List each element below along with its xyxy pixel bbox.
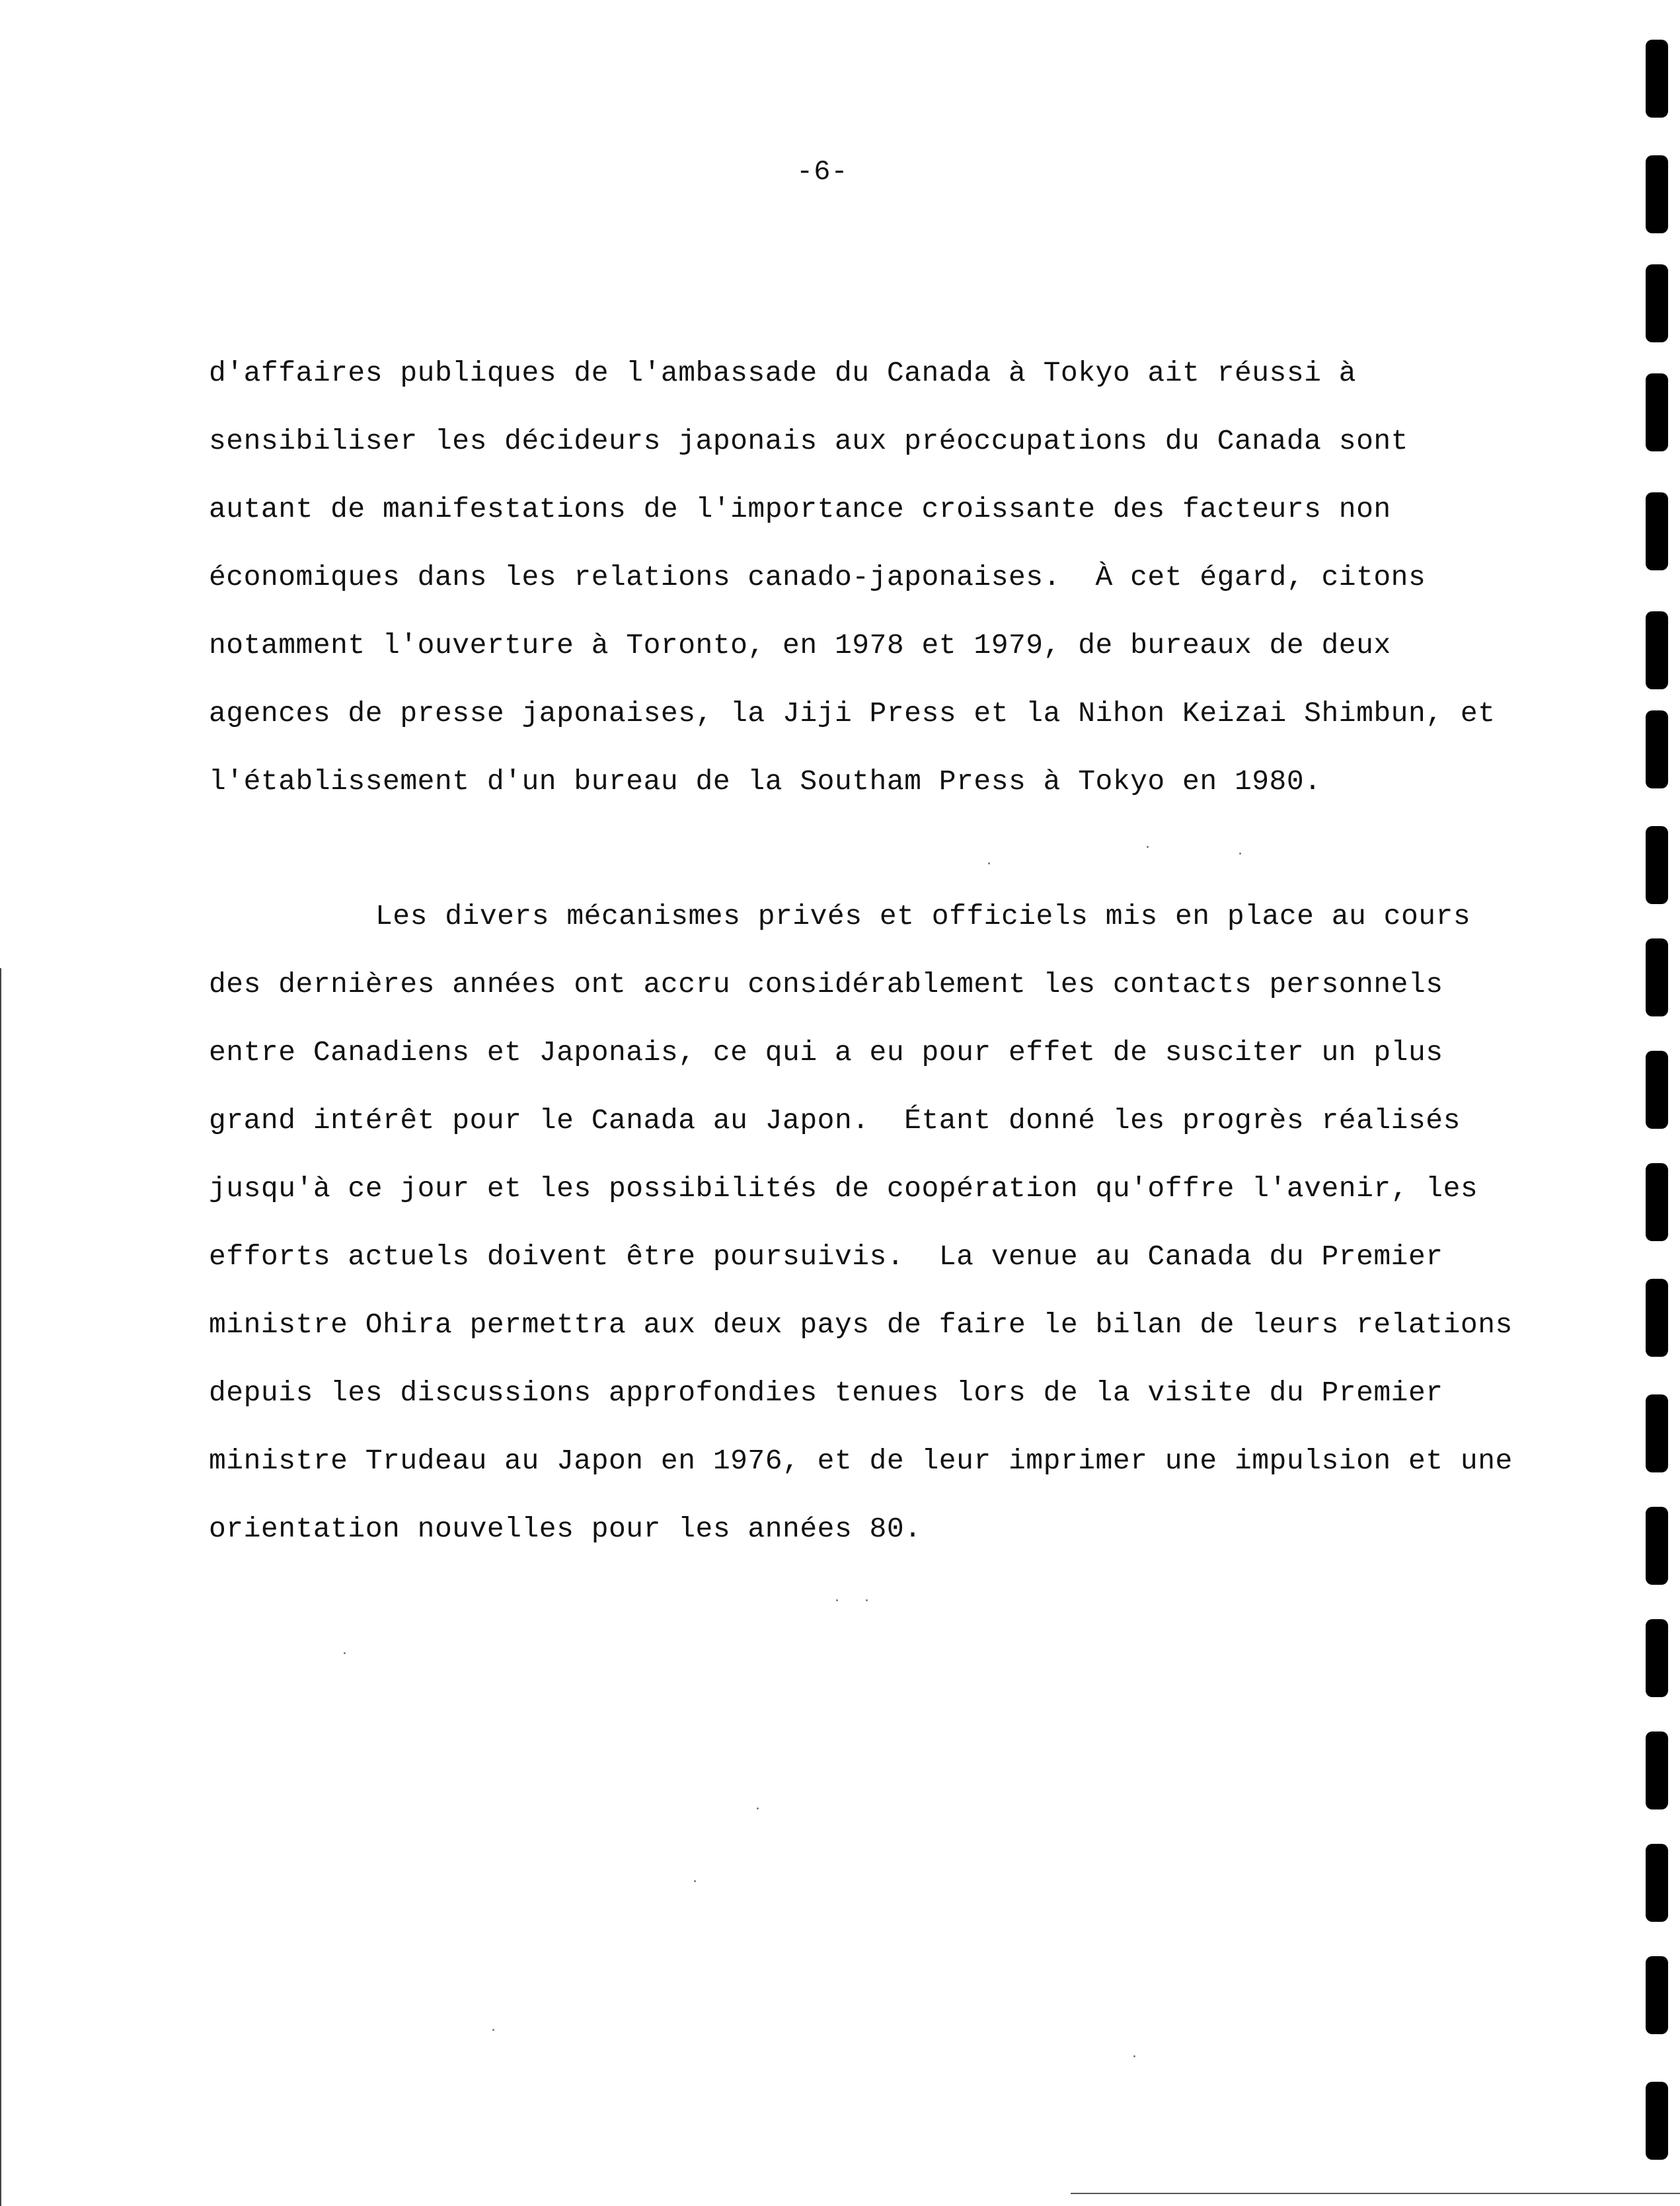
binding-mark (1646, 2082, 1668, 2160)
scan-speck (492, 2029, 494, 2031)
scan-speck (1133, 2055, 1135, 2057)
binding-mark (1646, 938, 1668, 1016)
paragraph-2-line: ministre Trudeau au Japon en 1976, et de leur imprimer une impulsion et une (209, 1445, 1513, 1477)
binding-mark (1646, 1163, 1668, 1241)
scan-left-edge (0, 968, 1, 2206)
scan-speck (757, 1807, 759, 1809)
paragraph-2-line: jusqu'à ce jour et les possibilités de coopération qu'offre l'avenir, les (209, 1172, 1478, 1205)
binding-mark (1646, 1507, 1668, 1585)
binding-marks (1640, 0, 1680, 2206)
binding-mark (1646, 492, 1668, 570)
paragraph-2-line: ministre Ohira permettra aux deux pays de faire le bilan de leurs relations (209, 1309, 1513, 1341)
paragraph-1-line: agences de presse japonaises, la Jiji Press et la Nihon Keizai Shimbun, et (209, 697, 1496, 730)
binding-mark (1646, 826, 1668, 904)
scan-speck (866, 1599, 868, 1601)
binding-mark (1646, 40, 1668, 118)
paragraph-2-line: entre Canadiens et Japonais, ce qui a eu pour effet de susciter un plus (209, 1036, 1443, 1069)
paragraph-1-line: autant de manifestations de l'importance croissante des facteurs non (209, 493, 1391, 525)
paragraph-2-line: des dernières années ont accru considérablement les contacts personnels (209, 968, 1443, 1001)
paragraph-1-line: sensibiliser les décideurs japonais aux préoccupations du Canada sont (209, 425, 1408, 457)
binding-mark (1646, 1279, 1668, 1357)
binding-mark (1646, 710, 1668, 788)
binding-mark (1646, 611, 1668, 689)
scan-speck (694, 1880, 696, 1882)
paragraph-1-line: économiques dans les relations canado-japonaises. À cet égard, citons (209, 561, 1426, 593)
scan-speck (1147, 846, 1149, 848)
paragraph-2-line: grand intérêt pour le Canada au Japon. Étant donné les progrès réalisés (209, 1104, 1461, 1137)
binding-mark (1646, 1956, 1668, 2034)
binding-mark (1646, 264, 1668, 342)
paragraph-2-line: efforts actuels doivent être poursuivis. La venue au Canada du Premier (209, 1240, 1443, 1273)
binding-mark (1646, 1051, 1668, 1129)
scan-speck (344, 1652, 346, 1654)
paragraph-2-line: depuis les discussions approfondies tenues lors de la visite du Premier (209, 1377, 1443, 1409)
binding-mark (1646, 155, 1668, 233)
binding-mark (1646, 1844, 1668, 1922)
paragraph-2-line: orientation nouvelles pour les années 80. (209, 1513, 922, 1545)
paragraph-1-line: notamment l'ouverture à Toronto, en 1978 et 1979, de bureaux de deux (209, 629, 1391, 662)
scan-bottom-edge (1071, 2193, 1680, 2194)
scan-speck (836, 1599, 838, 1601)
binding-mark (1646, 1619, 1668, 1697)
binding-mark (1646, 373, 1668, 451)
paragraph-1-line: d'affaires publiques de l'ambassade du Canada à Tokyo ait réussi à (209, 357, 1357, 389)
page-number: -6- (796, 156, 849, 188)
paragraph-1-line: l'établissement d'un bureau de la Southam Press à Tokyo en 1980. (209, 765, 1322, 798)
paragraph-2-line: Les divers mécanismes privés et officiels mis en place au cours (375, 900, 1471, 932)
binding-mark (1646, 1731, 1668, 1809)
binding-mark (1646, 1394, 1668, 1472)
scan-speck (988, 862, 990, 864)
scan-speck (1239, 853, 1241, 855)
